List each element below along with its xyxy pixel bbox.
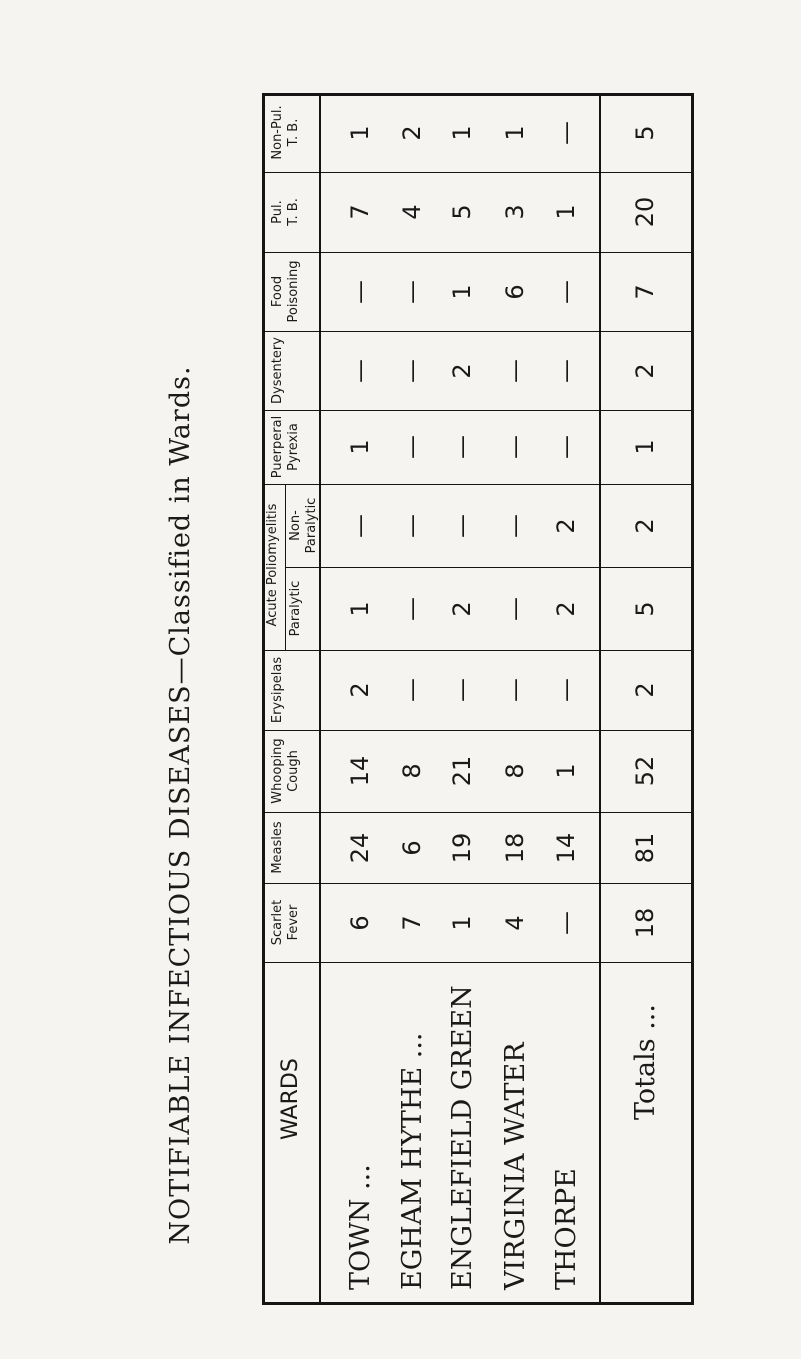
column-header-polio_nonparalytic: Non- Paralytic bbox=[288, 497, 319, 554]
column-divider bbox=[262, 484, 694, 485]
table-cell: — bbox=[552, 910, 580, 935]
table-cell: — bbox=[552, 435, 580, 459]
table-cell: 1 bbox=[448, 283, 476, 300]
totals-cell: 81 bbox=[631, 832, 659, 863]
totals-cell: 2 bbox=[631, 682, 659, 698]
table-cell: — bbox=[501, 435, 529, 459]
table-cell: — bbox=[501, 678, 529, 702]
table-cell: 1 bbox=[448, 914, 476, 931]
table-border-right bbox=[691, 93, 694, 1305]
table-cell: — bbox=[346, 358, 374, 383]
table-cell: — bbox=[552, 358, 580, 383]
table-cell: — bbox=[346, 279, 374, 304]
table-cell: 1 bbox=[552, 204, 580, 220]
table-cell: 1 bbox=[448, 124, 476, 141]
header-divider bbox=[319, 93, 321, 1305]
table-cell: — bbox=[346, 513, 374, 538]
table-cell: 8 bbox=[501, 763, 529, 779]
table-cell: — bbox=[501, 596, 529, 621]
column-header-dysentery: Dysentery bbox=[270, 337, 285, 404]
column-divider bbox=[262, 331, 694, 332]
totals-cell: 20 bbox=[631, 196, 659, 228]
table-border-left bbox=[262, 93, 265, 1305]
table-cell: 7 bbox=[346, 204, 374, 220]
column-divider bbox=[285, 567, 694, 568]
table-cell: — bbox=[448, 513, 476, 538]
column-header-food: Food Poisoning bbox=[270, 260, 301, 323]
totals-cell: 18 bbox=[631, 907, 659, 938]
column-divider bbox=[262, 730, 694, 731]
table-cell: 2 bbox=[398, 124, 426, 141]
table-cell: 2 bbox=[552, 517, 580, 534]
totals-cell: 5 bbox=[631, 124, 659, 141]
table-cell: 6 bbox=[501, 283, 529, 300]
table-cell: 1 bbox=[346, 124, 374, 141]
totals-cell: 1 bbox=[631, 439, 659, 455]
table-cell: 1 bbox=[346, 600, 374, 617]
table-cell: — bbox=[398, 435, 426, 459]
table-cell: 2 bbox=[346, 682, 374, 698]
totals-label: Totals ... bbox=[630, 1004, 661, 1120]
table-cell: 2 bbox=[448, 600, 476, 617]
column-divider bbox=[262, 962, 694, 963]
table-cell: — bbox=[398, 279, 426, 304]
table-cell: — bbox=[501, 513, 529, 538]
table-cell: 18 bbox=[501, 832, 529, 863]
column-header-pul_tb: Pul. T. B. bbox=[270, 198, 301, 226]
table-cell: 4 bbox=[398, 204, 426, 220]
table-cell: 14 bbox=[552, 832, 580, 863]
table-cell: — bbox=[398, 513, 426, 538]
table-cell: 1 bbox=[501, 124, 529, 141]
table-cell: 24 bbox=[346, 832, 374, 863]
table-border-bottom bbox=[262, 1302, 694, 1305]
ward-name: TOWN ... bbox=[345, 1164, 376, 1290]
table-cell: 4 bbox=[501, 914, 529, 931]
column-header-nonpul_tb: Non-Pul. T. B. bbox=[270, 105, 301, 160]
table-cell: — bbox=[552, 120, 580, 145]
table-cell: — bbox=[398, 596, 426, 621]
column-divider bbox=[262, 650, 694, 651]
table-cell: — bbox=[448, 435, 476, 459]
column-header-puerperal: Puerperal Pyrexia bbox=[270, 415, 301, 479]
polio-group-underline bbox=[285, 484, 286, 650]
ward-name: THORPE bbox=[551, 1168, 582, 1290]
table-cell: 19 bbox=[448, 832, 476, 863]
totals-cell: 5 bbox=[631, 600, 659, 617]
table-cell: 2 bbox=[448, 362, 476, 379]
table-border-top bbox=[262, 93, 694, 96]
column-divider bbox=[262, 172, 694, 173]
totals-cell: 52 bbox=[631, 755, 659, 787]
table-cell: 6 bbox=[346, 914, 374, 931]
table-cell: 5 bbox=[448, 204, 476, 220]
ward-name: VIRGINIA WATER bbox=[500, 1042, 531, 1290]
totals-cell: 2 bbox=[631, 517, 659, 534]
table-cell: 1 bbox=[346, 439, 374, 455]
table-cell: 1 bbox=[552, 763, 580, 779]
table-cell: — bbox=[501, 358, 529, 383]
ward-name: ENGLEFIELD GREEN bbox=[447, 985, 478, 1290]
wards-column-header: WARDS bbox=[278, 1058, 303, 1140]
column-divider bbox=[262, 812, 694, 813]
column-header-scarlet: Scarlet Fever bbox=[270, 899, 301, 946]
table-cell: 8 bbox=[398, 763, 426, 779]
page-title: NOTIFIABLE INFECTIOUS DISEASES—Classified in Wards. bbox=[165, 365, 196, 1245]
table-cell: — bbox=[552, 678, 580, 702]
table-cell: 7 bbox=[398, 914, 426, 931]
totals-cell: 2 bbox=[631, 362, 659, 379]
column-header-whooping: Whooping Cough bbox=[270, 738, 301, 804]
table-cell: — bbox=[552, 279, 580, 304]
totals-divider bbox=[599, 93, 601, 1305]
polio-group-header: Acute Poliomyelitis bbox=[265, 503, 280, 627]
table-cell: — bbox=[448, 678, 476, 702]
column-divider bbox=[262, 252, 694, 253]
column-header-polio_paralytic: Paralytic bbox=[288, 580, 303, 637]
table-cell: 21 bbox=[448, 755, 476, 787]
table-cell: 2 bbox=[552, 600, 580, 617]
table-cell: 14 bbox=[346, 755, 374, 787]
column-header-erysipelas: Erysipelas bbox=[270, 656, 285, 724]
column-header-measles: Measles bbox=[270, 821, 285, 874]
table-cell: — bbox=[398, 358, 426, 383]
column-divider bbox=[262, 410, 694, 411]
table-cell: 3 bbox=[501, 204, 529, 220]
column-divider bbox=[262, 883, 694, 884]
table-cell: — bbox=[398, 678, 426, 702]
table-cell: 6 bbox=[398, 839, 426, 856]
totals-cell: 7 bbox=[631, 283, 659, 300]
ward-name: EGHAM HYTHE ... bbox=[397, 1032, 428, 1290]
